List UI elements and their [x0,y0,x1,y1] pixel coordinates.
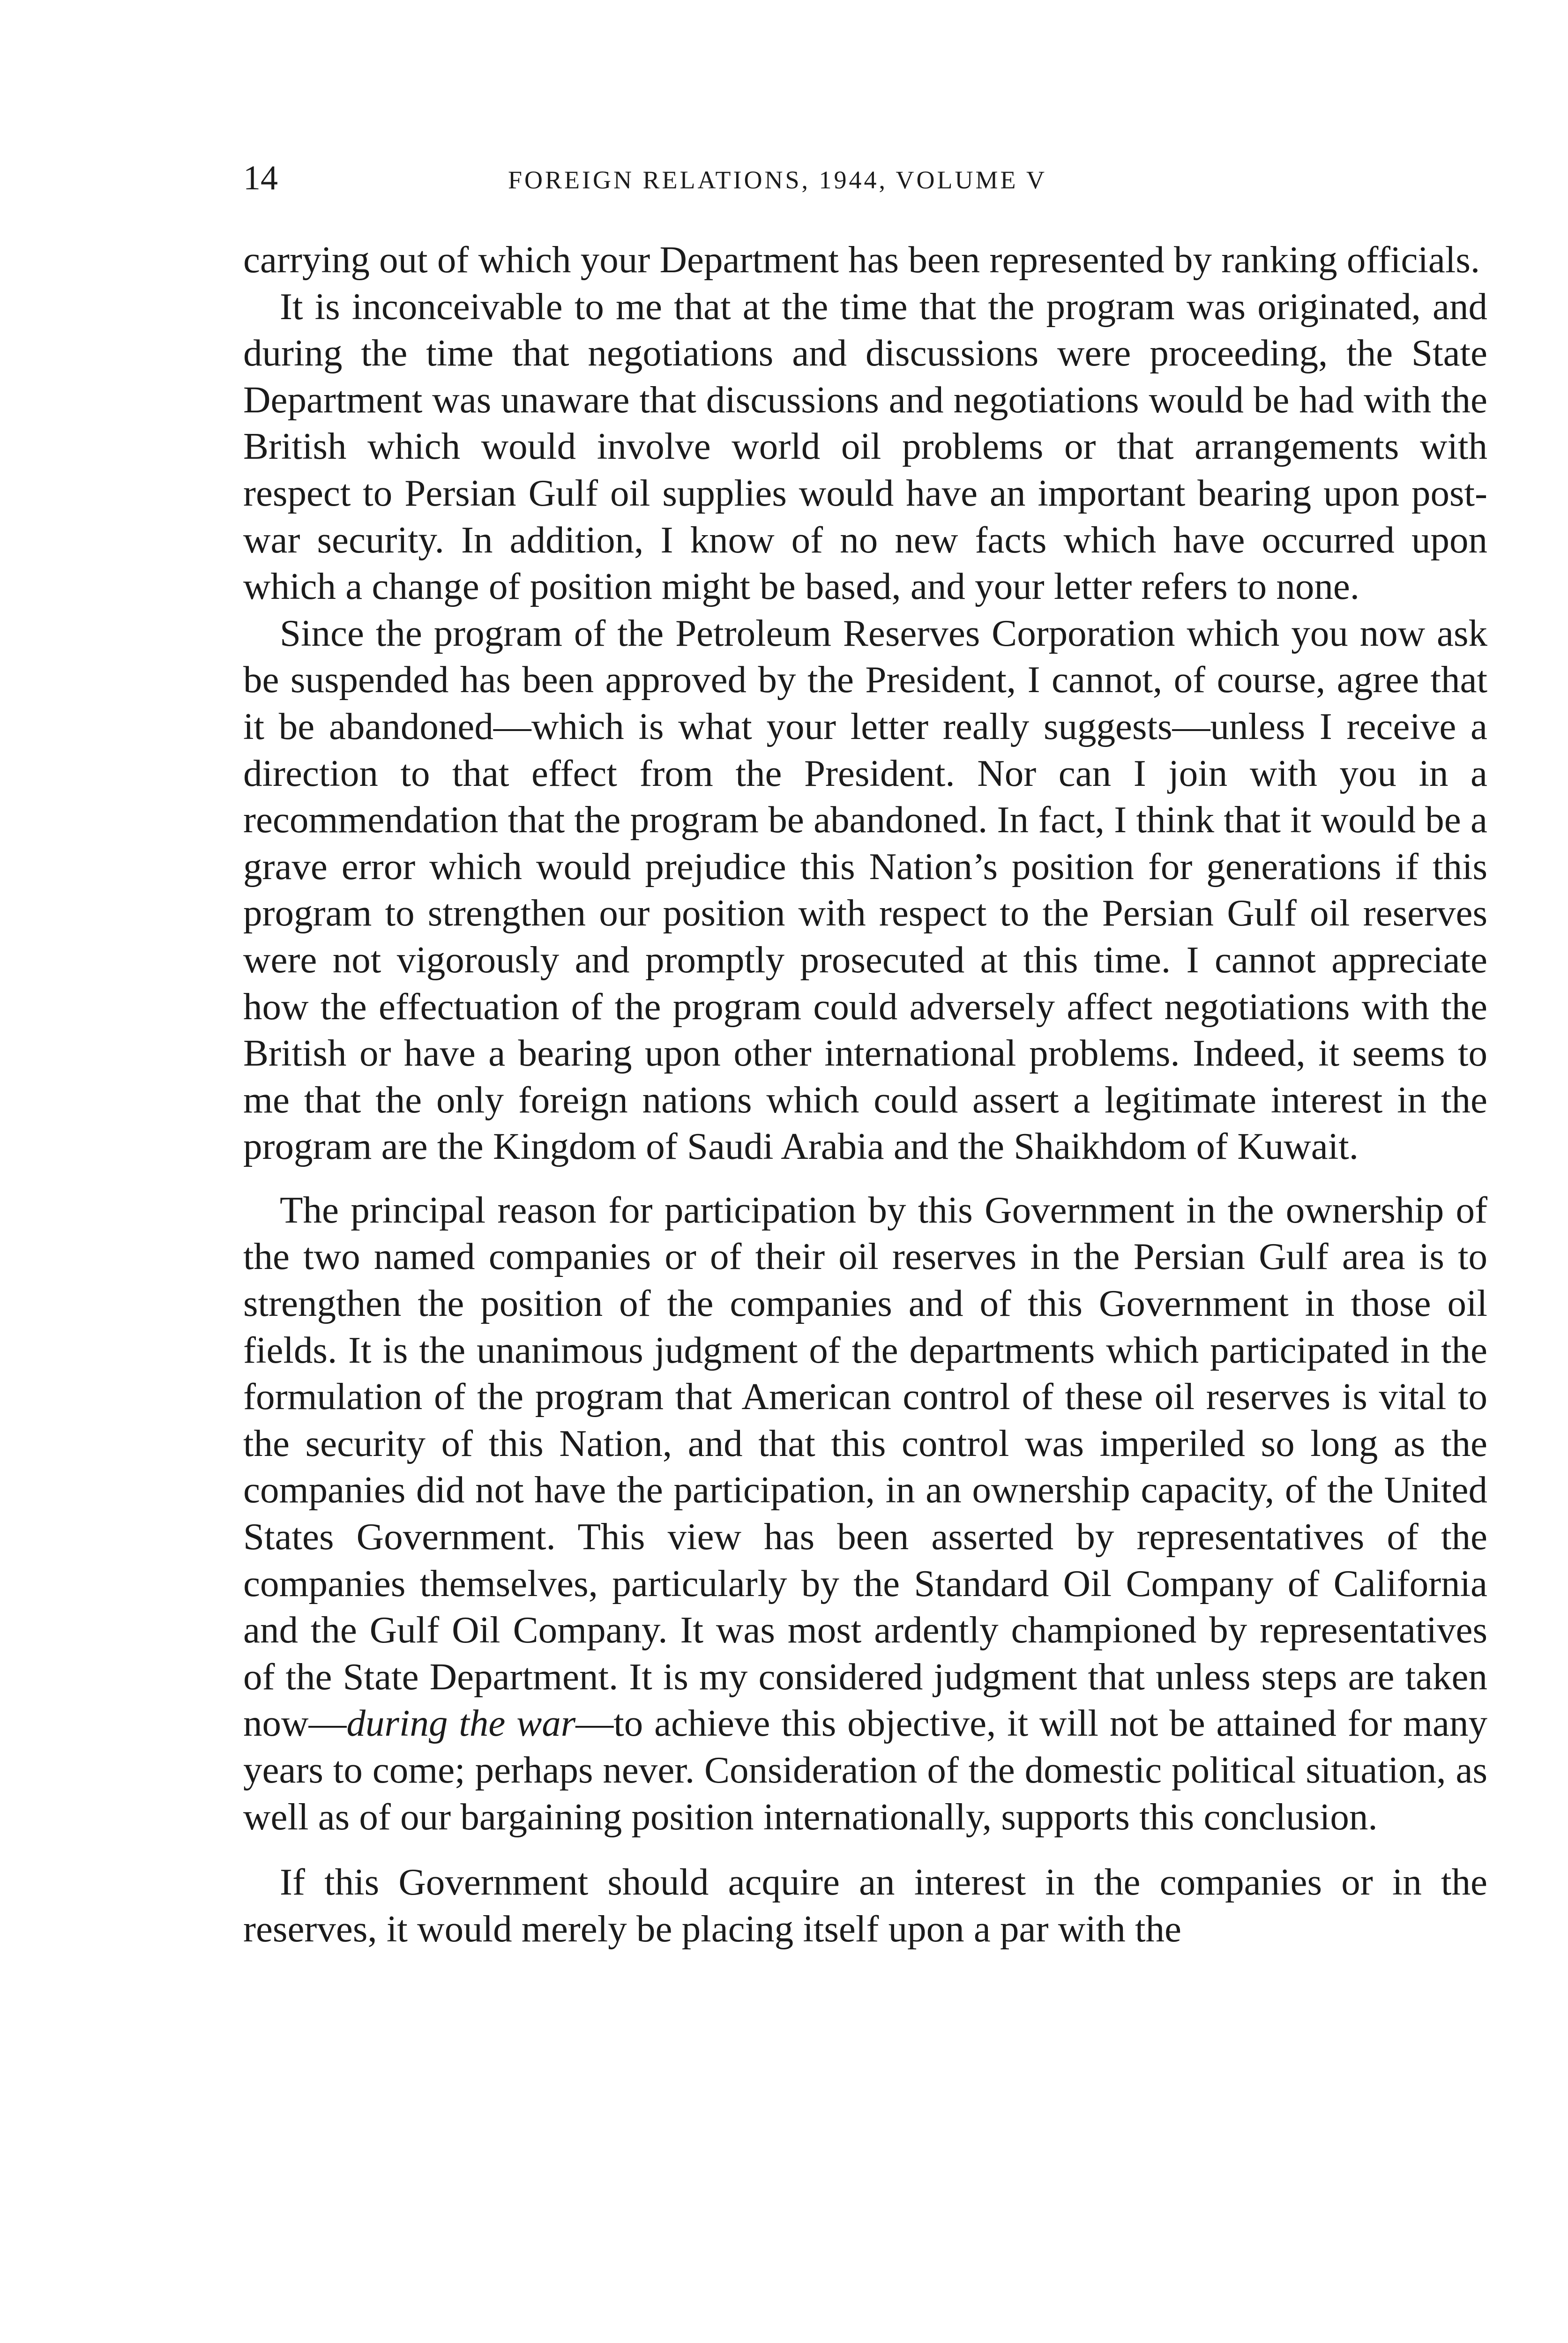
body-text [243,237,1487,1952]
emphasis-text: during the war [346,1702,576,1745]
paragraph-partial: If this Government should acquire an interest in the companies or in the reserves, it would merely be placing itself upon a par with the [243,1861,1487,1950]
running-head: FOREIGN RELATIONS, 1944, VOLUME V [508,166,1047,194]
paragraph-continuation: carrying out of which your Department has been represented by ranking officials. [243,239,1480,281]
paragraph: Since the program of the Petroleum Reserves Corporation which you now ask be suspended has been approved by the President, I cannot, of course, agree that it be abandoned—which is what your letter really suggests—unless I receive a direction to that effect from the President. Nor can I join with you in a recommendation that the program be abandoned. In fact, I think that it would be a grave error which would prejudice this Nation’s position for generations if this program to strengthen our position with respect to the Persian Gulf oil reserves were not vigorously and promptly prosecuted at this time. I cannot appreciate how the effectuation of the program could adversely affect negotiations with the British or have a bearing upon other international problems. Indeed, it seems to me that the only foreign nations which could assert a legitimate interest in the program are the Kingdom of Saudi Arabia and the Shaikhdom of Kuwait. [243,612,1487,1168]
paragraph-with-emphasis [243,1187,1487,1840]
paragraph-text: —to achieve this objective, it will not be attained for many years to come; perhaps never. Consideration of the domestic political situation, as well as of our bargaining position internationally, supports this conclusion. [243,1702,1488,1838]
paragraph: It is inconceivable to me that at the time that the program was originated, and during the time that negotiations and discussions were proceeding, the State Department was unaware that discussions and negotiations would be had with the British which would involve world oil problems or that arrangements with respect to Persian Gulf oil supplies would have an important bearing upon post-war security. In addition, I know of no new facts which have occurred upon which a change of position might be based, and your letter refers to none. [243,285,1487,608]
paragraph-text: The principal reason for participation by this Government in the ownership of the two named companies or of their oil reserves in the Persian Gulf area is to strengthen the position of the companies and of this Government in those oil fields. It is the unanimous judgment of the departments which participated in the formulation of the program that American control of these oil reserves is vital to the security of this Nation, and that this control was imperiled so long as the companies did not have the participation, in an ownership capacity, of the United States Government. This view has been asserted by representatives of the companies themselves, particularly by the Standard Oil Company of California and the Gulf Oil Company. It was most ardently championed by representatives of the State Department. It is my considered judgment that unless steps are taken now— [243,1188,1487,1745]
page-header [243,155,1501,211]
page-number: 14 [243,159,278,197]
